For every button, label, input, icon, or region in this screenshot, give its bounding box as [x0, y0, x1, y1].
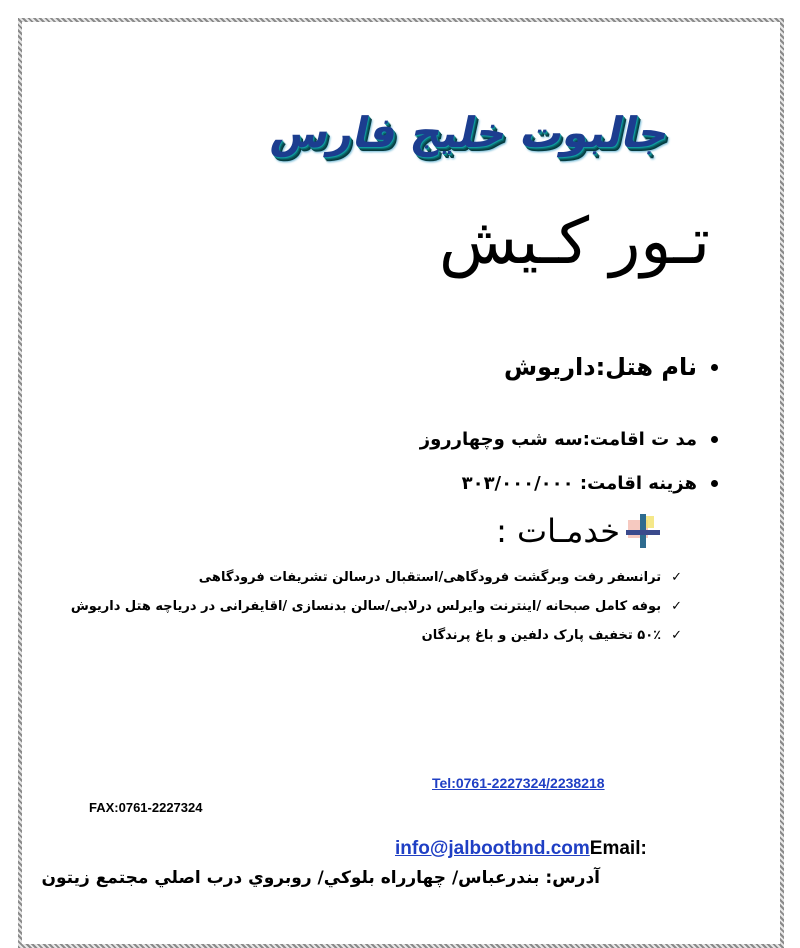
- check-icon: ✓: [671, 628, 682, 643]
- bullet-icon: [711, 364, 718, 371]
- services-icon: [626, 514, 660, 548]
- detail-value: ۳۰۳/۰۰۰/۰۰۰: [461, 473, 574, 494]
- detail-label: مد ت اقامت:: [582, 429, 697, 450]
- list-item: [71, 599, 682, 614]
- list-item: [199, 570, 682, 585]
- page-title: تـور کـیش: [439, 205, 710, 279]
- email-line: [395, 838, 647, 860]
- logo-text: جالبوت خلیج فارس: [266, 108, 675, 157]
- detail-hotel-name: [504, 353, 718, 381]
- email-label: Email:: [589, 838, 647, 859]
- service-text: ترانسفر رفت وبرگشت فرودگاهی/استقبال درسالن تشریفات فرودگاهی: [198, 570, 662, 585]
- check-icon: ✓: [671, 599, 682, 614]
- detail-stay-cost: [462, 473, 718, 494]
- detail-label: هزینه اقامت:: [579, 473, 697, 494]
- bullet-icon: [711, 436, 718, 443]
- tel-link[interactable]: Tel:0761-2227324/2238218: [432, 775, 605, 791]
- service-text: بوفه کامل صبحانه /اینترنت وایرلس درلابی/سالن بدنسازی /اقایفرانی در دریاچه هتل داریوش: [70, 599, 662, 614]
- detail-stay-duration: [420, 429, 718, 450]
- fax-number: FAX:0761-2227324: [89, 800, 203, 815]
- services-heading-text: خدمـات :: [496, 512, 620, 550]
- address: آدرس: بندرعباس/ چهارراه بلوكي/ روبروي درب اصلي مجتمع زيتون: [41, 868, 600, 888]
- check-icon: ✓: [671, 570, 682, 585]
- detail-value: داریوش: [504, 353, 596, 381]
- service-text: ۵۰٪ تخفیف پارک دلفین و باغ پرندگان: [421, 628, 662, 643]
- bullet-icon: [711, 480, 718, 487]
- detail-label: نام هتل:: [595, 353, 697, 381]
- email-link[interactable]: info@jalbootbnd.com: [395, 838, 590, 859]
- detail-value: سه شب وچهارروز: [419, 429, 583, 450]
- company-logo: [266, 108, 675, 168]
- list-item: [422, 628, 682, 643]
- services-heading: [496, 512, 660, 550]
